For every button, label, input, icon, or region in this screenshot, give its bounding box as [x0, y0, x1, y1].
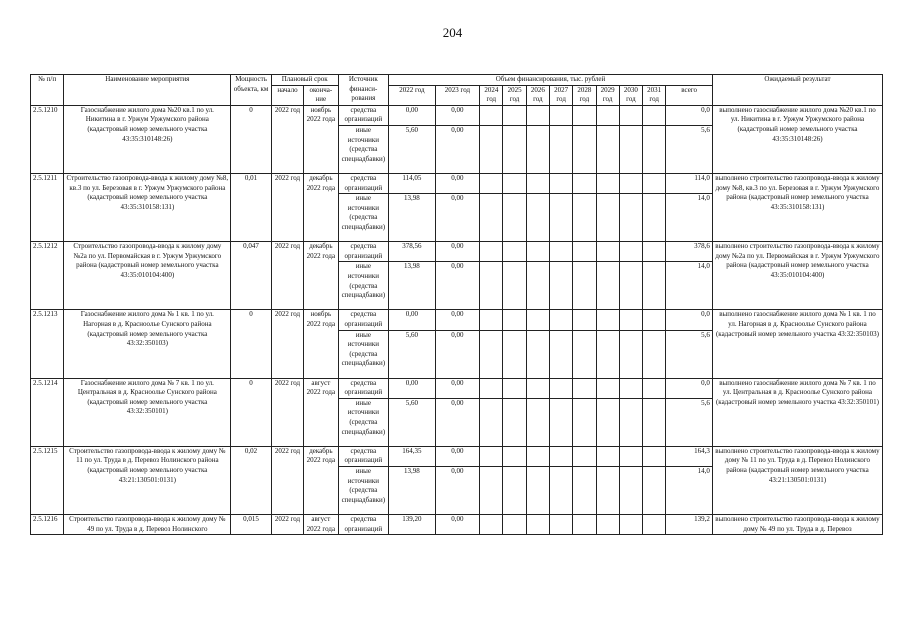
amount-2028 [573, 125, 596, 173]
amount-2022: 13,98 [389, 194, 436, 242]
amount-2028 [573, 242, 596, 262]
amount-2024 [480, 330, 503, 378]
row-number: 2.5.1215 [31, 446, 64, 514]
amount-2029 [596, 398, 619, 446]
amount-2022: 378,56 [389, 242, 436, 262]
amount-2027 [549, 378, 572, 398]
expected-result: выполнено газоснабжение жилого дома №20 кв.1 по ул. Никитина в г. Уржум Уржумского района (кадастровый номер земельного участка 43:35:310148:26) [712, 105, 882, 173]
amount-2029 [596, 310, 619, 330]
funding-source: средства организаций [338, 105, 389, 125]
amount-2026 [526, 173, 549, 193]
row-number: 2.5.1210 [31, 105, 64, 173]
header-2029: 2029 год [596, 85, 619, 105]
amount-2024 [480, 242, 503, 262]
header-num: № п/п [31, 75, 64, 106]
funding-source: иные источники (средства спецнадбавки) [338, 194, 389, 242]
header-total: всего [666, 85, 713, 105]
amount-2027 [549, 466, 572, 514]
start-term: 2022 год [271, 173, 303, 241]
amount-2026 [526, 514, 549, 534]
amount-2024 [480, 466, 503, 514]
amount-2027 [549, 173, 572, 193]
header-start: начало [271, 85, 303, 105]
row-number: 2.5.1213 [31, 310, 64, 378]
amount-2028 [573, 105, 596, 125]
amount-2030 [619, 173, 642, 193]
end-term: ноябрь 2022 года [304, 105, 338, 173]
amount-2031 [643, 173, 666, 193]
amount-2030 [619, 125, 642, 173]
header-end: оконча-ние [304, 85, 338, 105]
amount-2024 [480, 398, 503, 446]
amount-2022: 13,98 [389, 262, 436, 310]
header-2024: 2024 год [480, 85, 503, 105]
amount-2025 [503, 105, 526, 125]
amount-2029 [596, 194, 619, 242]
amount-2023: 0,00 [435, 125, 480, 173]
amount-2029 [596, 330, 619, 378]
expected-result: выполнено газоснабжение жилого дома № 7 кв. 1 по ул. Центральная в д. Красноолье Сунского района (кадастровый номер земельного участка 43:32:350101) [712, 378, 882, 446]
table-row [31, 378, 883, 398]
amount-2027 [549, 105, 572, 125]
amount-2022: 0,00 [389, 105, 436, 125]
amount-2022: 139,20 [389, 514, 436, 534]
table-row [31, 446, 883, 466]
amount-2022: 114,05 [389, 173, 436, 193]
amount-2024 [480, 125, 503, 173]
amount-2025 [503, 446, 526, 466]
amount-2023: 0,00 [435, 262, 480, 310]
header-source: Источник финанси-рования [338, 75, 389, 106]
amount-2026 [526, 262, 549, 310]
amount-2029 [596, 446, 619, 466]
amount-2023: 0,00 [435, 105, 480, 125]
amount-2031 [643, 242, 666, 262]
amount-2031 [643, 378, 666, 398]
capacity: 0 [231, 310, 271, 378]
amount-2025 [503, 194, 526, 242]
amount-2030 [619, 398, 642, 446]
amount-2031 [643, 125, 666, 173]
amount-2030 [619, 105, 642, 125]
table-header [31, 75, 883, 106]
end-term: декабрь 2022 года [304, 242, 338, 310]
amount-2031 [643, 514, 666, 534]
amount-2022: 5,60 [389, 330, 436, 378]
capacity: 0 [231, 378, 271, 446]
amount-2026 [526, 330, 549, 378]
amount-2030 [619, 194, 642, 242]
funding-source: средства организаций [338, 514, 389, 534]
header-2028: 2028 год [573, 85, 596, 105]
table-row [31, 173, 883, 193]
page-number: 204 [442, 25, 463, 40]
amount-2022: 5,60 [389, 125, 436, 173]
amount-2022: 164,35 [389, 446, 436, 466]
amount-total: 5,6 [666, 398, 713, 446]
amount-2024 [480, 173, 503, 193]
start-term: 2022 год [271, 446, 303, 514]
capacity: 0,015 [231, 514, 271, 534]
amount-2030 [619, 446, 642, 466]
amount-2031 [643, 330, 666, 378]
amount-2026 [526, 125, 549, 173]
amount-2030 [619, 378, 642, 398]
amount-2026 [526, 378, 549, 398]
measure-name: Газоснабжение жилого дома №20 кв.1 по ул. Никитина в г. Уржум Уржумского района (кадастровый номер земельного участка 43:35:310148:26) [64, 105, 231, 173]
measure-name: Строительство газопровода-ввода к жилому дому № 49 по ул. Труда в д. Перевоз Нолинского [64, 514, 231, 534]
amount-2022: 13,98 [389, 466, 436, 514]
amount-2028 [573, 194, 596, 242]
amount-2025 [503, 125, 526, 173]
amount-2029 [596, 514, 619, 534]
amount-2025 [503, 466, 526, 514]
start-term: 2022 год [271, 514, 303, 534]
header-2023: 2023 год [435, 85, 480, 105]
measure-name: Газоснабжение жилого дома № 7 кв. 1 по ул. Центральная в д. Красноолье Сунского района (кадастровый номер земельного участка 43:32:350101) [64, 378, 231, 446]
amount-2023: 0,00 [435, 466, 480, 514]
amount-2025 [503, 514, 526, 534]
amount-2027 [549, 125, 572, 173]
funding-table [30, 74, 883, 535]
table-row [31, 105, 883, 125]
amount-2028 [573, 514, 596, 534]
amount-total: 139,2 [666, 514, 713, 534]
amount-2030 [619, 466, 642, 514]
amount-2029 [596, 105, 619, 125]
end-term: ноябрь 2022 года [304, 310, 338, 378]
expected-result: выполнено строительство газопровода-ввода к жилому дому №2а по ул. Первомайская в г. Уржум Уржумского района (кадастровый номер земельного участка 43:35:010104:400) [712, 242, 882, 310]
amount-2023: 0,00 [435, 378, 480, 398]
row-number: 2.5.1214 [31, 378, 64, 446]
amount-2029 [596, 173, 619, 193]
amount-2027 [549, 310, 572, 330]
expected-result: выполнено строительство газопровода-ввода к жилому дому № 11 по ул. Труда в д. Перевоз Нолинского района (кадастровый номер земельного участка 43:21:130501:0131) [712, 446, 882, 514]
table-body [31, 105, 883, 534]
funding-source: иные источники (средства спецнадбавки) [338, 330, 389, 378]
amount-total: 0,0 [666, 105, 713, 125]
amount-2026 [526, 105, 549, 125]
capacity: 0,047 [231, 242, 271, 310]
header-2030: 2030 год [619, 85, 642, 105]
amount-2025 [503, 398, 526, 446]
amount-total: 114,0 [666, 173, 713, 193]
amount-2027 [549, 330, 572, 378]
table-row [31, 514, 883, 534]
amount-2023: 0,00 [435, 446, 480, 466]
amount-2023: 0,00 [435, 310, 480, 330]
amount-total: 14,0 [666, 466, 713, 514]
header-2031: 2031 год [643, 85, 666, 105]
amount-2029 [596, 378, 619, 398]
amount-total: 378,6 [666, 242, 713, 262]
funding-source: средства организаций [338, 446, 389, 466]
header-2022: 2022 год [389, 85, 436, 105]
amount-2027 [549, 194, 572, 242]
amount-2024 [480, 446, 503, 466]
amount-2023: 0,00 [435, 242, 480, 262]
amount-2028 [573, 466, 596, 514]
end-term: август 2022 года [304, 378, 338, 446]
row-number: 2.5.1212 [31, 242, 64, 310]
amount-2024 [480, 262, 503, 310]
amount-total: 0,0 [666, 378, 713, 398]
amount-2022: 5,60 [389, 398, 436, 446]
amount-2022: 0,00 [389, 378, 436, 398]
expected-result: выполнено газоснабжение жилого дома № 1 кв. 1 по ул. Нагорная в д. Красноолье Сунского района (кадастровый номер земельного участка 43:32:350103) [712, 310, 882, 378]
amount-2028 [573, 310, 596, 330]
header-capacity: Мощность объекта, км [231, 75, 271, 106]
header-result: Ожидаемый результат [712, 75, 882, 106]
table-row [31, 310, 883, 330]
amount-2022: 0,00 [389, 310, 436, 330]
start-term: 2022 год [271, 105, 303, 173]
header-2026: 2026 год [526, 85, 549, 105]
funding-source: иные источники (средства спецнадбавки) [338, 398, 389, 446]
amount-2031 [643, 446, 666, 466]
amount-2031 [643, 466, 666, 514]
amount-total: 5,6 [666, 330, 713, 378]
amount-2028 [573, 446, 596, 466]
amount-2023: 0,00 [435, 398, 480, 446]
amount-2024 [480, 310, 503, 330]
amount-2026 [526, 466, 549, 514]
header-plan-term: Плановый срок [271, 75, 338, 86]
amount-2029 [596, 466, 619, 514]
amount-2026 [526, 310, 549, 330]
header-2027: 2027 год [549, 85, 572, 105]
amount-2024 [480, 194, 503, 242]
header-name: Наименование мероприятия [64, 75, 231, 106]
amount-2023: 0,00 [435, 514, 480, 534]
amount-2030 [619, 242, 642, 262]
amount-total: 0,0 [666, 310, 713, 330]
start-term: 2022 год [271, 310, 303, 378]
amount-2025 [503, 330, 526, 378]
amount-2026 [526, 446, 549, 466]
amount-2026 [526, 398, 549, 446]
header-funding: Объем финансирования, тыс. рублей [389, 75, 713, 86]
amount-2028 [573, 262, 596, 310]
start-term: 2022 год [271, 242, 303, 310]
start-term: 2022 год [271, 378, 303, 446]
amount-2027 [549, 514, 572, 534]
measure-name: Строительство газопровода-ввода к жилому дому №2а по ул. Первомайская в г. Уржум Уржумского района (кадастровый номер земельного участка 43:35:010104:400) [64, 242, 231, 310]
expected-result: выполнено строительство газопровода-ввода к жилому дому №8, кв.3 по ул. Березовая в г. Уржум Уржумского района (кадастровый номер земельного участка 43:35:310158:131) [712, 173, 882, 241]
amount-2025 [503, 242, 526, 262]
amount-total: 164,3 [666, 446, 713, 466]
amount-2030 [619, 310, 642, 330]
amount-2027 [549, 242, 572, 262]
funding-source: средства организаций [338, 310, 389, 330]
amount-2030 [619, 514, 642, 534]
amount-2031 [643, 262, 666, 310]
amount-2024 [480, 514, 503, 534]
amount-2031 [643, 194, 666, 242]
header-2025: 2025 год [503, 85, 526, 105]
funding-source: иные источники (средства спецнадбавки) [338, 125, 389, 173]
end-term: декабрь 2022 года [304, 446, 338, 514]
funding-source: средства организаций [338, 378, 389, 398]
amount-2026 [526, 194, 549, 242]
amount-2025 [503, 378, 526, 398]
amount-2024 [480, 378, 503, 398]
capacity: 0,02 [231, 446, 271, 514]
funding-source: средства организаций [338, 173, 389, 193]
amount-2029 [596, 242, 619, 262]
amount-2023: 0,00 [435, 173, 480, 193]
end-term: декабрь 2022 года [304, 173, 338, 241]
amount-2030 [619, 262, 642, 310]
amount-2030 [619, 330, 642, 378]
capacity: 0 [231, 105, 271, 173]
amount-2026 [526, 242, 549, 262]
amount-2025 [503, 262, 526, 310]
amount-total: 14,0 [666, 262, 713, 310]
amount-2029 [596, 262, 619, 310]
amount-2027 [549, 262, 572, 310]
measure-name: Строительство газопровода-ввода к жилому дому № 11 по ул. Труда в д. Перевоз Нолинского района (кадастровый номер земельного участка 43:21:130501:0131) [64, 446, 231, 514]
funding-source: средства организаций [338, 242, 389, 262]
funding-source: иные источники (средства спецнадбавки) [338, 466, 389, 514]
amount-2028 [573, 173, 596, 193]
amount-2025 [503, 173, 526, 193]
end-term: август 2022 года [304, 514, 338, 534]
amount-2028 [573, 398, 596, 446]
amount-2023: 0,00 [435, 194, 480, 242]
amount-2031 [643, 105, 666, 125]
amount-2028 [573, 330, 596, 378]
amount-2027 [549, 446, 572, 466]
amount-2023: 0,00 [435, 330, 480, 378]
amount-2027 [549, 398, 572, 446]
amount-total: 14,0 [666, 194, 713, 242]
measure-name: Газоснабжение жилого дома № 1 кв. 1 по ул. Нагорная в д. Красноолье Сунского района (кадастровый номер земельного участка 43:32:350103) [64, 310, 231, 378]
measure-name: Строительство газопровода-ввода к жилому дому №8, кв.3 по ул. Березовая в г. Уржум Уржумского района (кадастровый номер земельного участка 43:35:310158:131) [64, 173, 231, 241]
amount-total: 5,6 [666, 125, 713, 173]
expected-result: выполнено строительство газопровода-ввода к жилому дому № 49 по ул. Труда в д. Перевоз [712, 514, 882, 534]
row-number: 2.5.1216 [31, 514, 64, 534]
row-number: 2.5.1211 [31, 173, 64, 241]
amount-2029 [596, 125, 619, 173]
table-row [31, 242, 883, 262]
amount-2031 [643, 398, 666, 446]
amount-2025 [503, 310, 526, 330]
amount-2028 [573, 378, 596, 398]
amount-2024 [480, 105, 503, 125]
funding-source: иные источники (средства спецнадбавки) [338, 262, 389, 310]
capacity: 0,01 [231, 173, 271, 241]
amount-2031 [643, 310, 666, 330]
